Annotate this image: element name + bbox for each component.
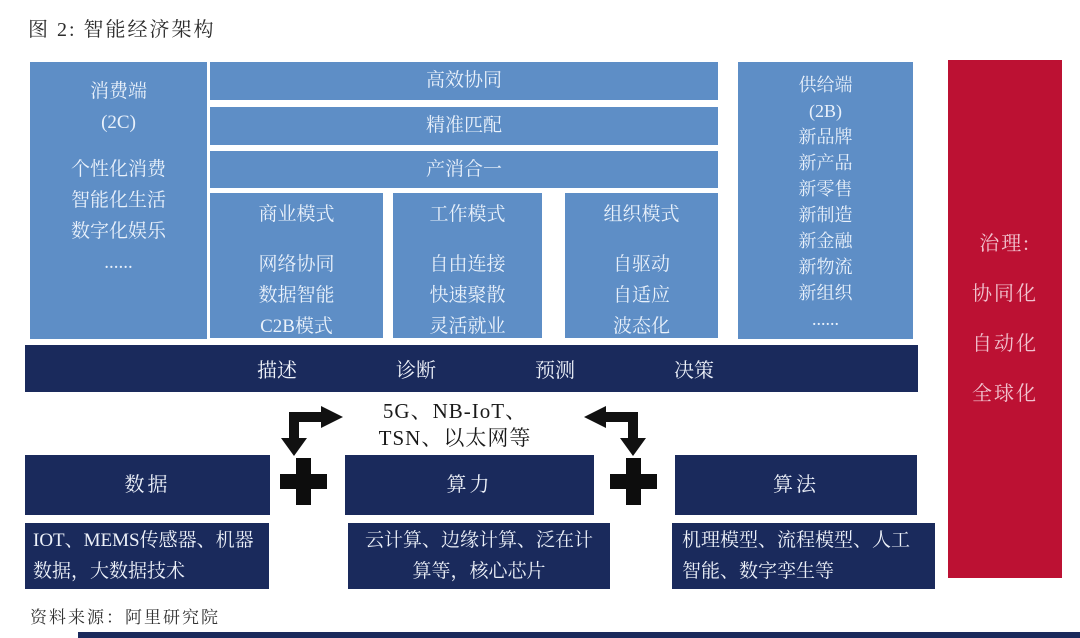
analytics-label-predict: 预测 [535, 360, 575, 382]
mode-item: 自适应 [612, 285, 670, 306]
consumer-title-line1: 消费端 [89, 81, 147, 102]
supplier-item: 新品牌 [798, 127, 853, 147]
foundation-detail-algorithm: 机理模型、流程模型、人工智能、数字孪生等 [672, 523, 935, 589]
mode-item: 自驱动 [612, 254, 670, 275]
mode-box-organization [565, 193, 718, 338]
foundation-title-computing: 算力 [345, 455, 594, 515]
supplier-item: 新制造 [798, 205, 853, 225]
plus-icon [610, 458, 657, 505]
supplier-item: ...... [812, 309, 839, 329]
supplier-item: 新金融 [798, 231, 853, 251]
foundation-title-data: 数据 [25, 455, 270, 515]
mode-title: 商业模式 [258, 204, 335, 225]
analytics-label-describe: 描述 [257, 360, 297, 382]
governance-item: 协同化 [972, 283, 1038, 305]
mode-title: 工作模式 [429, 204, 506, 225]
figure-title: 图 2: 智能经济架构 [28, 19, 216, 41]
mode-box-business [210, 193, 383, 338]
supplier-item: 新物流 [798, 257, 853, 277]
mode-item: 网络协同 [258, 254, 335, 275]
analytics-bar [25, 345, 918, 392]
governance-title: 治理: [979, 233, 1031, 255]
network-tech-line2: TSN、以太网等 [378, 426, 532, 450]
consumer-item: 数字化娱乐 [70, 221, 166, 242]
foundation-title-algorithm: 算法 [675, 455, 917, 515]
consumer-item: 智能化生活 [70, 190, 166, 211]
governance-item: 全球化 [972, 383, 1038, 405]
supplier-title-line1: 供给端 [798, 75, 853, 95]
supplier-item: 新零售 [798, 179, 853, 199]
network-tech-label [320, 398, 590, 452]
foundation-detail-computing: 云计算、边缘计算、泛在计算等，核心芯片 [348, 523, 610, 589]
foundation-detail-data: IOT、MEMS传感器、机器数据，大数据技术 [25, 523, 269, 589]
bent-arrow-right-icon [584, 406, 646, 456]
consumer-item: ...... [104, 252, 133, 273]
mode-title: 组织模式 [603, 204, 680, 225]
mode-item: 自由连接 [429, 254, 506, 275]
top-bar-precise-matching: 精准匹配 [210, 107, 718, 145]
governance-item: 自动化 [972, 333, 1038, 355]
source-note: 资料来源：阿里研究院 [30, 608, 220, 627]
mode-item: 灵活就业 [429, 316, 506, 337]
mode-item: 快速聚散 [429, 285, 506, 306]
mode-item: 波态化 [612, 316, 670, 337]
analytics-label-decide: 决策 [674, 360, 714, 382]
supplier-title-line2: (2B) [809, 101, 842, 121]
bent-arrow-left-icon [281, 406, 343, 456]
top-bar-prosumer-unity: 产消合一 [210, 151, 718, 188]
consumer-panel [30, 62, 207, 339]
analytics-label-diagnose: 诊断 [396, 360, 436, 382]
governance-bar [948, 60, 1062, 578]
mode-item: 数据智能 [258, 285, 335, 306]
consumer-title-line2: (2C) [101, 112, 136, 133]
supplier-panel [738, 62, 913, 339]
mode-item: C2B模式 [260, 316, 333, 337]
consumer-item: 个性化消费 [70, 159, 166, 180]
bottom-divider [78, 632, 1080, 638]
network-tech-line1: 5G、NB-IoT、 [382, 399, 528, 423]
top-bar-efficient-collaboration: 高效协同 [210, 62, 718, 100]
supplier-item: 新组织 [798, 283, 853, 303]
plus-icon [280, 458, 327, 505]
mode-box-work [393, 193, 542, 338]
supplier-item: 新产品 [798, 153, 853, 173]
